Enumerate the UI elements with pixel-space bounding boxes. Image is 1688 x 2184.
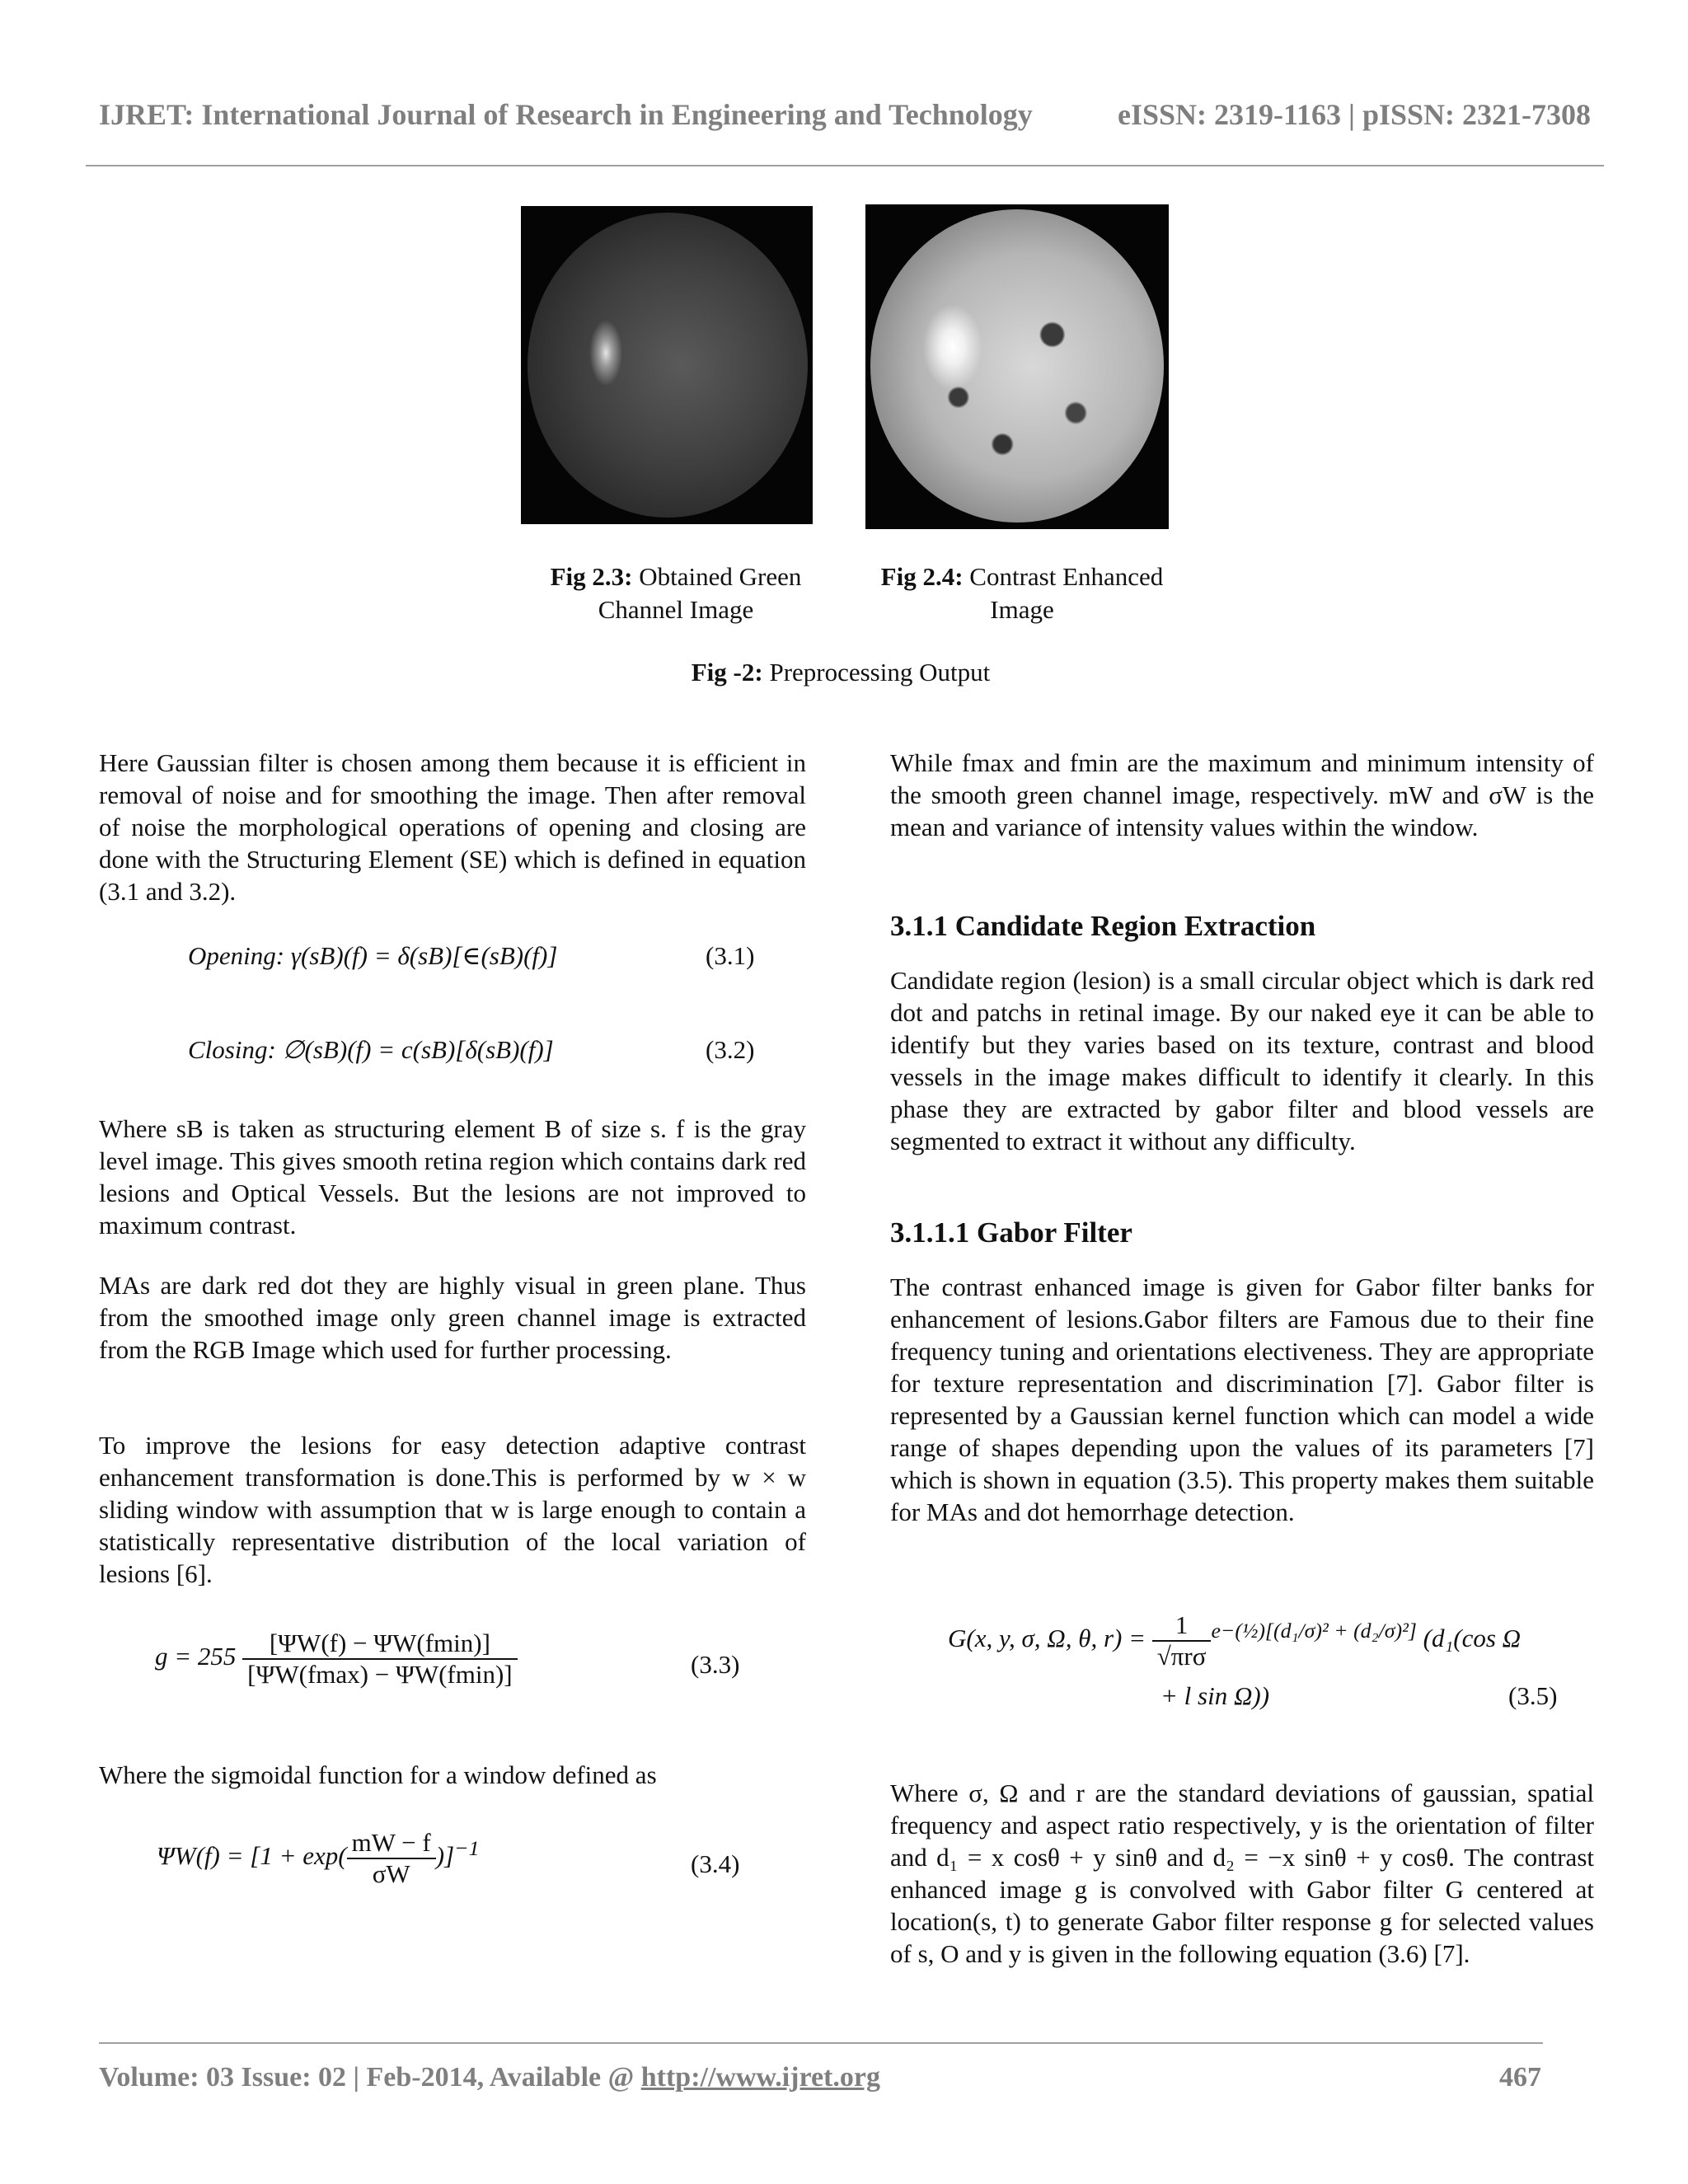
equation-number: (3.5) bbox=[1508, 1681, 1558, 1710]
left-paragraph-1: Here Gaussian filter is chosen among them because it is efficient in removal of noise and for smoothing the image. Then after removal of noise the morphological operations of opening and closing are done with the Structuring Element (SE) which is defined in equation (3.1 and 3.2). bbox=[99, 748, 806, 906]
eq-fraction bbox=[1152, 1610, 1212, 1671]
right-paragraph-2: Candidate region (lesion) is a small circular object which is dark red dot and patchs in retinal image. By our naked eye it can be able to identify but they varies based on its texture, contrast and blood vessels in the image makes difficult to identify it clearly. In this phase they are extracted by gabor filter and blood vessels are segmented to extract it without any difficulty. bbox=[890, 966, 1594, 1155]
left-paragraph-2: Where sB is taken as structuring element B of size s. f is the gray level image. This gives smooth retina region which contains dark red lesions and Optical Vessels. But the lesions are not improved to maximum contrast. bbox=[99, 1114, 806, 1240]
fig-2-3-caption bbox=[528, 560, 824, 626]
page-number: 467 bbox=[1499, 2062, 1541, 2093]
caption-text: Contrast Enhanced bbox=[969, 562, 1164, 591]
footer-text: Volume: 03 Issue: 02 | Feb-2014, Available @ bbox=[99, 2062, 641, 2093]
caption-text: Preprocessing Output bbox=[769, 658, 991, 687]
journal-link[interactable]: http://www.ijret.org bbox=[640, 2062, 880, 2093]
eq-lhs: G(x, y, σ, Ω, θ, r) = bbox=[948, 1624, 1146, 1653]
equation-3-5 bbox=[948, 1610, 1521, 1671]
section-heading-3-1-1-1: 3.1.1.1 Gabor Filter bbox=[890, 1216, 1132, 1249]
contrast-enhanced-image bbox=[865, 204, 1169, 529]
fig-2-caption bbox=[577, 656, 1104, 689]
right-paragraph-3: The contrast enhanced image is given for Gabor filter banks for enhancement of lesions.Gabor filters are Famous due to their fine frequency tuning and orientations electiveness. They are appropriate for texture representation and discrimination [7]. Gabor filter is represented by a Gaussian kernel function which can model a wide range of shapes depending upon the values of its parameters [7] which is shown in equation (3.5). This property makes them suitable for MAs and dot hemorrhage detection. bbox=[890, 1272, 1594, 1526]
retina-fundus bbox=[870, 209, 1164, 523]
equation-number: (3.1) bbox=[706, 941, 755, 970]
eq-rhs: )] bbox=[435, 1841, 455, 1871]
caption-text: Channel Image bbox=[598, 595, 754, 624]
eq-denominator: [ΨW(fmax) − ΨW(fmin)] bbox=[247, 1660, 513, 1689]
eq-numerator: [ΨW(f) − ΨW(fmin)] bbox=[242, 1629, 517, 1660]
equation-3-2: Closing: ∅(sB)(f) = c(sB)[δ(sB)(f)] bbox=[188, 1035, 554, 1064]
journal-header bbox=[99, 97, 1591, 132]
fig-label: Fig -2: bbox=[691, 658, 763, 687]
fig-label: Fig 2.4: bbox=[880, 562, 964, 591]
equation-3-5-line-2: + l sin Ω)) bbox=[1160, 1681, 1270, 1710]
green-channel-image bbox=[521, 206, 813, 524]
journal-issn: eISSN: 2319-1163 | pISSN: 2321-7308 bbox=[1118, 98, 1591, 131]
left-paragraph-5: Where the sigmoidal function for a window defined as bbox=[99, 1760, 657, 1789]
header-divider bbox=[86, 165, 1604, 166]
caption-text: Obtained Green bbox=[639, 562, 802, 591]
equation-number: (3.3) bbox=[691, 1650, 740, 1679]
eq-fraction bbox=[242, 1629, 517, 1690]
eq-denominator: √πrσ bbox=[1156, 1642, 1207, 1671]
eq-exponent: e−(½)[(d₁/σ)² + (d₂/σ)²] bbox=[1211, 1618, 1417, 1643]
equation-3-1: Opening: γ(sB)(f) = δ(sB)[∈(sB)(f)] bbox=[188, 941, 558, 970]
left-paragraph-4: To improve the lesions for easy detection adaptive contrast enhancement transformation is done.This is performed by w × w sliding window with assumption that w is large enough to contain a statistically representative distribution of the local variation of lesions [6]. bbox=[99, 1431, 806, 1588]
fig-label: Fig 2.3: bbox=[550, 562, 633, 591]
equation-3-3 bbox=[155, 1629, 518, 1690]
eq-lhs: g = 255 bbox=[155, 1642, 237, 1671]
equation-3-4 bbox=[157, 1828, 479, 1889]
eq-fraction bbox=[347, 1828, 436, 1889]
right-paragraph-1: While fmax and fmin are the maximum and minimum intensity of the smooth green channel image, respectively. mW and σW is the mean and variance of intensity values within the window. bbox=[890, 748, 1594, 841]
journal-title: IJRET: International Journal of Research in Engineering and Technology bbox=[99, 98, 1033, 131]
eq-exponent: −1 bbox=[454, 1835, 480, 1860]
section-heading-3-1-1: 3.1.1 Candidate Region Extraction bbox=[890, 910, 1316, 942]
eq-tail: (d₁(cos Ω bbox=[1423, 1624, 1522, 1653]
left-paragraph-3: MAs are dark red dot they are highly visual in green plane. Thus from the smoothed image only green channel image is extracted from the RGB Image which used for further processing. bbox=[99, 1271, 806, 1364]
eq-numerator: mW − f bbox=[347, 1828, 436, 1859]
eq-lhs: ΨW(f) = [1 + exp( bbox=[157, 1841, 347, 1871]
footer-divider bbox=[99, 2042, 1543, 2044]
page-footer bbox=[99, 2062, 1541, 2093]
eq-denominator: σW bbox=[372, 1859, 410, 1888]
caption-text: Image bbox=[990, 595, 1054, 624]
eq-numerator: 1 bbox=[1152, 1610, 1212, 1642]
right-paragraph-4: Where σ, Ω and r are the standard deviations of gaussian, spatial frequency and aspect ratio respectively, y is the orientation of filter and d₁ = x cosθ + y sinθ and d₂ = −x sinθ + y cosθ. The contrast enhanced image g is convolved with Gabor filter G centered at location(s, t) to generate Gabor filter response g for selected values of s, O and y is given in the following equation (3.6) [7]. bbox=[890, 1779, 1594, 1968]
fig-2-4-caption bbox=[857, 560, 1187, 626]
retina-fundus bbox=[528, 213, 808, 518]
equation-number: (3.4) bbox=[691, 1849, 740, 1878]
equation-number: (3.2) bbox=[706, 1035, 755, 1064]
